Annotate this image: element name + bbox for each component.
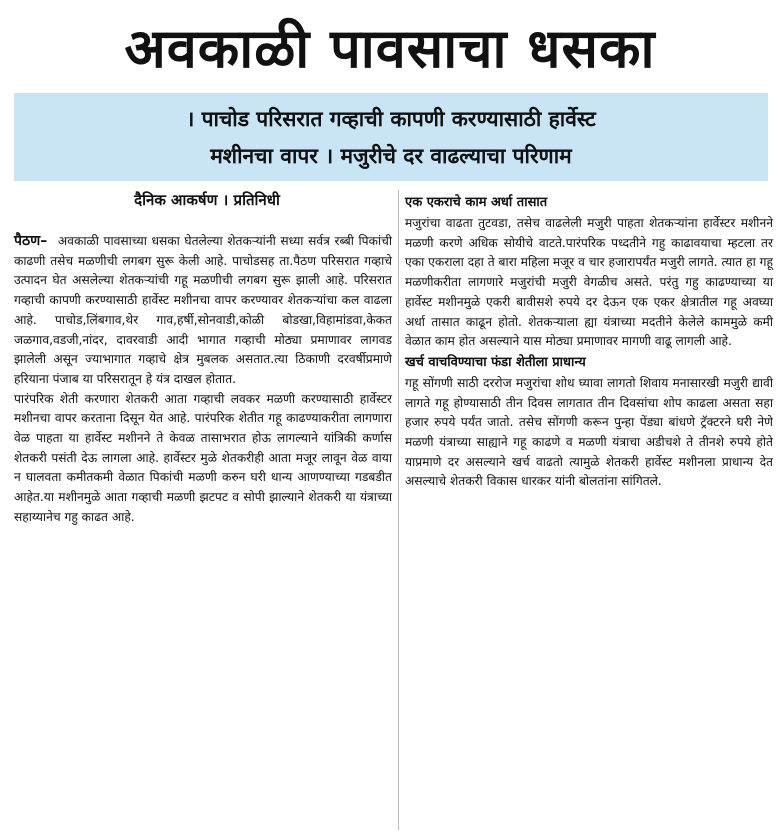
byline: दैनिक आकर्षण । प्रतिनिधी [134, 191, 280, 209]
paragraph-text: अवकाळी पावसाच्या धसका घेतलेल्या शेतकऱ्यांनी सध्या सर्वत्र रब्बी पिकांची काढणी तसेच मळणीची लगबग सुरू केली आहे. पाचोडसह ता.पैठण परिसरात गव्हाचे उत्पादन घेत असलेल्या शेतकऱ्यांची गहू मळणीची लगबग सुरू झाली आहे. परिसरात गव्हाची कापणी करण्यासाठी हार्वेस्ट मशीनचा वापर करण्यावर शेतकऱ्यांचा कल वाढला आहे. पाचोड,लिंबगाव,थेर गाव,हर्षी,सोनवाडी,कोळी बोडखा,विहामांडवा,केकत जळगाव,वडजी,नांदर, दावरवाडी आदी भागात गव्हाची मोठ्या प्रमाणावर लागवड झालेली असून ज्याभागात गव्हाचे क्षेत्र मुबलक असतात.त्या ठिकाणी दरवर्षीप्रमाणे हरियाना पंजाब या परिसरातून हे यंत्र दाखल होतात. [14, 234, 393, 386]
paragraph: पारंपरिक शेती करणारा शेतकरी आता गव्हाची लवकर मळणी करण्यासाठी हार्वेस्टर मशीनचा वापर करताना दिसून येत आहे. पारंपरिक शेतीत गहू काढण्याकरीता लागणारा वेळ पाहता या हार्वेस्ट मशीनने ते केवळ तासाभरात होऊ लागल्याने यांत्रिकी कर्णास शेतकरी पसंती देऊ लागला आहे. हार्वेस्टर मुळे शेतकरीही आता मजूर लावून वेळ वाया न घालवता कमीतकमी वेळात पिकांची मळणी करुन घरी धान्य आणण्याच्या गडबडीत आहेत.या मशीनमुळे आता गव्हाची मळणी झटपट व सोपी झाल्याने शेतकरी या यंत्राच्या सहाय्यानेच गहु काढत आहे. [14, 391, 392, 524]
deck-line-1: । पाचोड परिसरात गव्हाची कापणी करण्यासाठी हार्वेस्ट [186, 107, 596, 131]
subheading: एक एकराचे काम अर्धा तासात [405, 195, 548, 210]
dateline: पैठण– [14, 233, 48, 249]
paragraph: मजुरांचा वाढता तुटवडा, तसेच वाढलेली मजुरी पाहता शेतकऱ्यांना हार्वेस्टर मशीनने मळणी करणे अधिक सोयीचे वाटते.पारंपरिक पध्दतीने गहु काढावयाचा म्हटला तर एका एकराला दहा ते बारा महिला मजूर व चार हजारापर्यंत मजुरी लागते. त्यात हा गहू मळणीकरीता लागणारे मजुरांची मजुरी वेगळीच असते. परंतु गहु काढण्याच्या या हार्वेस्ट मशीनमुळे एकरी बावीसशे रुपये दर देऊन एक एकर क्षेत्रातील गहू अवघ्या अर्धा तासात काढून होतो. शेतकऱ्याला ह्या यंत्राच्या मदतीने केलेले काममुळे कमी वेळात काम होत असल्याने यास मोठ्या प्रमाणावर मागणी वाढू लागली आहे. [405, 216, 773, 349]
right-column [405, 192, 773, 492]
column-divider [398, 190, 399, 830]
deck-line-2: मशीनचा वापर । मजुरीचे दर वाढल्याचा परिणाम [210, 144, 572, 168]
subheading: खर्च वाचविण्याचा फंडा शेतीला प्राधान्य [405, 354, 586, 370]
left-column [14, 232, 392, 528]
paragraph: गहू सोंगणी साठी दररोज मजुरांचा शोध घ्यावा लागतो शिवाय मनासारखी मजुरी द्यावी लागते गहू होण्यासाठी तीन दिवस लागतात तीन दिवसांचा शोप काढला असता सहा हजार रुपये पर्यंत जातो. तसेच सोंगणी करून पुन्हा पेंड्या बांधणे ट्रॅक्टरने घरी नेणे मळणी यंत्राच्या साह्याने गहू काढणे व मळणी यंत्राचा अडीचशे ते तीनशे रुपये होते याप्रमाणे दर असल्याने खर्च वाढतो त्यामुळे शेतकरी हार्वेस्ट मशीनला प्राधान्य देत असल्याचे शेतकरी विकास धारकर यांनी बोलतांना सांगितले. [405, 375, 773, 489]
headline: अवकाळी पावसाचा धसका [124, 17, 656, 80]
paragraph [14, 232, 392, 390]
deck-subheadline [14, 93, 768, 181]
